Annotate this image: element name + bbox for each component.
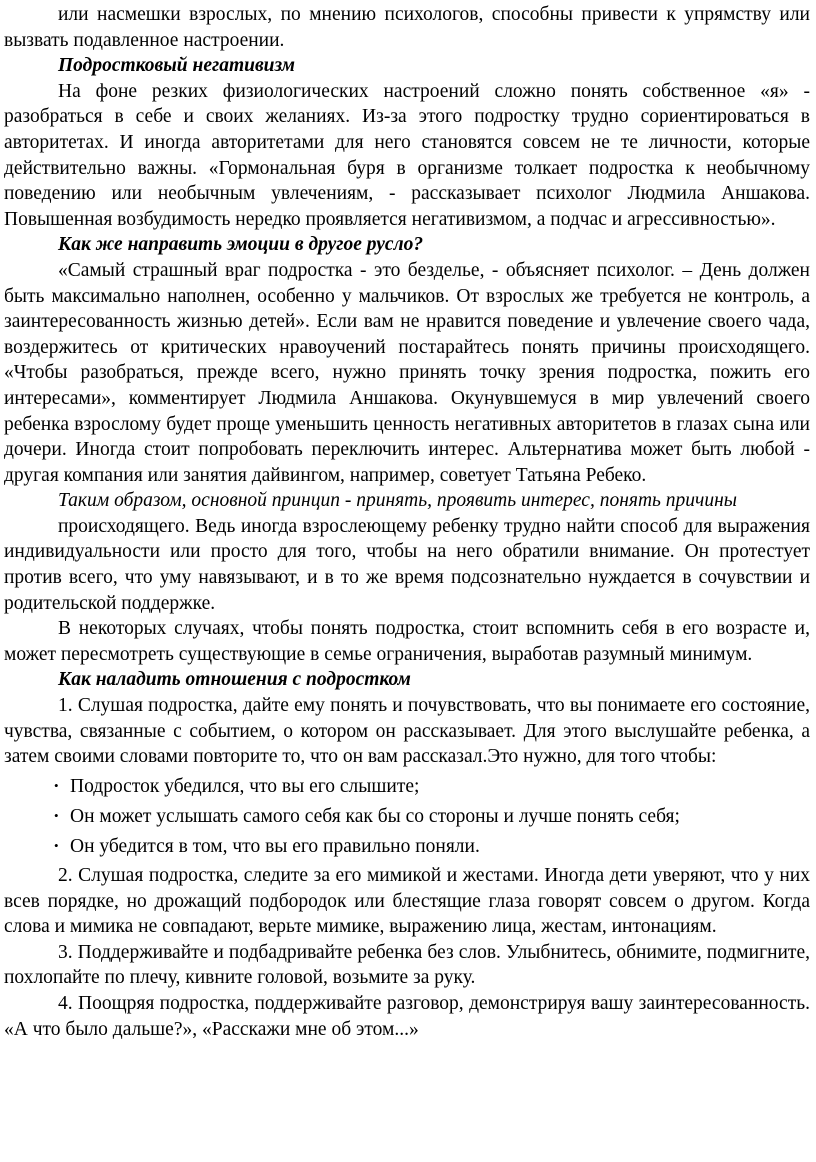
paragraph-idleness: «Самый страшный враг подростка - это безделье, - объясняет психолог. – День должен быть максимально наполнен, особенно у мальчиков. От взрослых же требуется не контроль, а заинтересованность жизнью детей». Если вам не нравится поведение и увлечение своего чада, воздержитесь от критических нравоучений постарайтесь понять причины происходящего. «Чтобы разобраться, прежде всего, нужно принять точку зрения подростка, пожить его интересами», комментирует Людмила Аншакова. Окунувшемуся в мир увлечений своего ребенка взрослому будет проще уменьшить ценность негативных авторитетов в глазах сына или дочери. Иногда стоит попробовать переключить интерес. Альтернатива может быть любой - другая компания или занятия дайвингом, например, советует Татьяна Ребеко. bbox=[4, 259, 810, 486]
bullet-item bbox=[54, 833, 810, 860]
heading-redirect-emotions: Как же направить эмоции в другое русло? bbox=[58, 234, 424, 256]
heading-build-relations: Как наладить отношения с подростком bbox=[58, 669, 411, 691]
list-item-2: 2. Слушая подростка, следите за его мимикой и жестами. Иногда дети уверяют, что у них всев порядке, но дрожащий подбородок или блестящие глаза говорят совсем о другом. Когда слова и мимика не совпадают, верьте мимике, выражению лица, жестам, интонациям. bbox=[4, 865, 810, 938]
bullet-text: Подросток убедился, что вы его слышите; bbox=[70, 775, 420, 797]
list-item-3: 3. Поддерживайте и подбадривайте ребенка без слов. Улыбнитесь, обнимите, подмигните, похлопайте по плечу, кивните головой, возьмите за руку. bbox=[4, 941, 810, 989]
heading-teen-negativism: Подростковый негативизм bbox=[58, 55, 295, 77]
list-item-1: 1. Слушая подростка, дайте ему понять и почувствовать, что вы понимаете его состояние, чувства, связанные с событием, о котором он рассказывает. Для этого выслушайте ребенка, а затем своими словами повторите то, что он вам рассказал.Это нужно, для того чтобы: bbox=[4, 695, 810, 768]
bullet-item bbox=[54, 773, 810, 800]
paragraph-negativism: На фоне резких физиологических настроений сложно понять собственное «я» - разобраться в себе и своих желаниях. Из-за этого подростку трудно сориентироваться в авторитетах. И иногда авторитетами для него становятся совсем не те личности, которые действительно важны. «Гормональная буря в организме толкает подростка к необычному поведению или необычным увлечениям, - рассказывает психолог Людмила Аншакова. Повышенная возбудимость нередко проявляется негативизмом, а подчас и агрессивностью». bbox=[4, 80, 810, 230]
bullet-icon: • bbox=[54, 838, 59, 853]
bullet-text: Он убедится в том, что вы его правильно поняли. bbox=[70, 836, 480, 857]
paragraph-summary-continued: происходящего. Ведь иногда взрослеющему ребенку трудно найти способ для выражения индивидуальности или просто для того, чтобы на него обратили внимание. Он протестует против всего, что уму навязывают, и в то же время подсознательно нуждается в сочувствии и родительской поддержке. bbox=[4, 515, 810, 614]
bullet-icon: • bbox=[54, 807, 59, 823]
paragraph-some-cases: В некоторых случаях, чтобы понять подростка, стоит вспомнить себя в его возрасте и, может пересмотреть существующие в семье ограничения, выработав разумный минимум. bbox=[4, 618, 810, 665]
bullet-text: Он может услышать самого себя как бы со стороны и лучше понять себя; bbox=[70, 805, 680, 827]
list-item-4: 4. Поощряя подростка, поддерживайте разговор, демонстрируя вашу заинтересованность. «А что было дальше?», «Расскажи мне об этом...» bbox=[4, 993, 810, 1040]
intro-paragraph: или насмешки взрослых, по мнению психологов, способны привести к упрямству или вызвать подавленное настроении. bbox=[4, 4, 810, 51]
bullet-icon: • bbox=[54, 777, 59, 793]
bullet-item bbox=[54, 803, 810, 830]
paragraph-summary-italic: Таким образом, основной принцип - принять, проявить интерес, понять причины bbox=[58, 490, 737, 512]
bullet-list bbox=[4, 773, 810, 860]
